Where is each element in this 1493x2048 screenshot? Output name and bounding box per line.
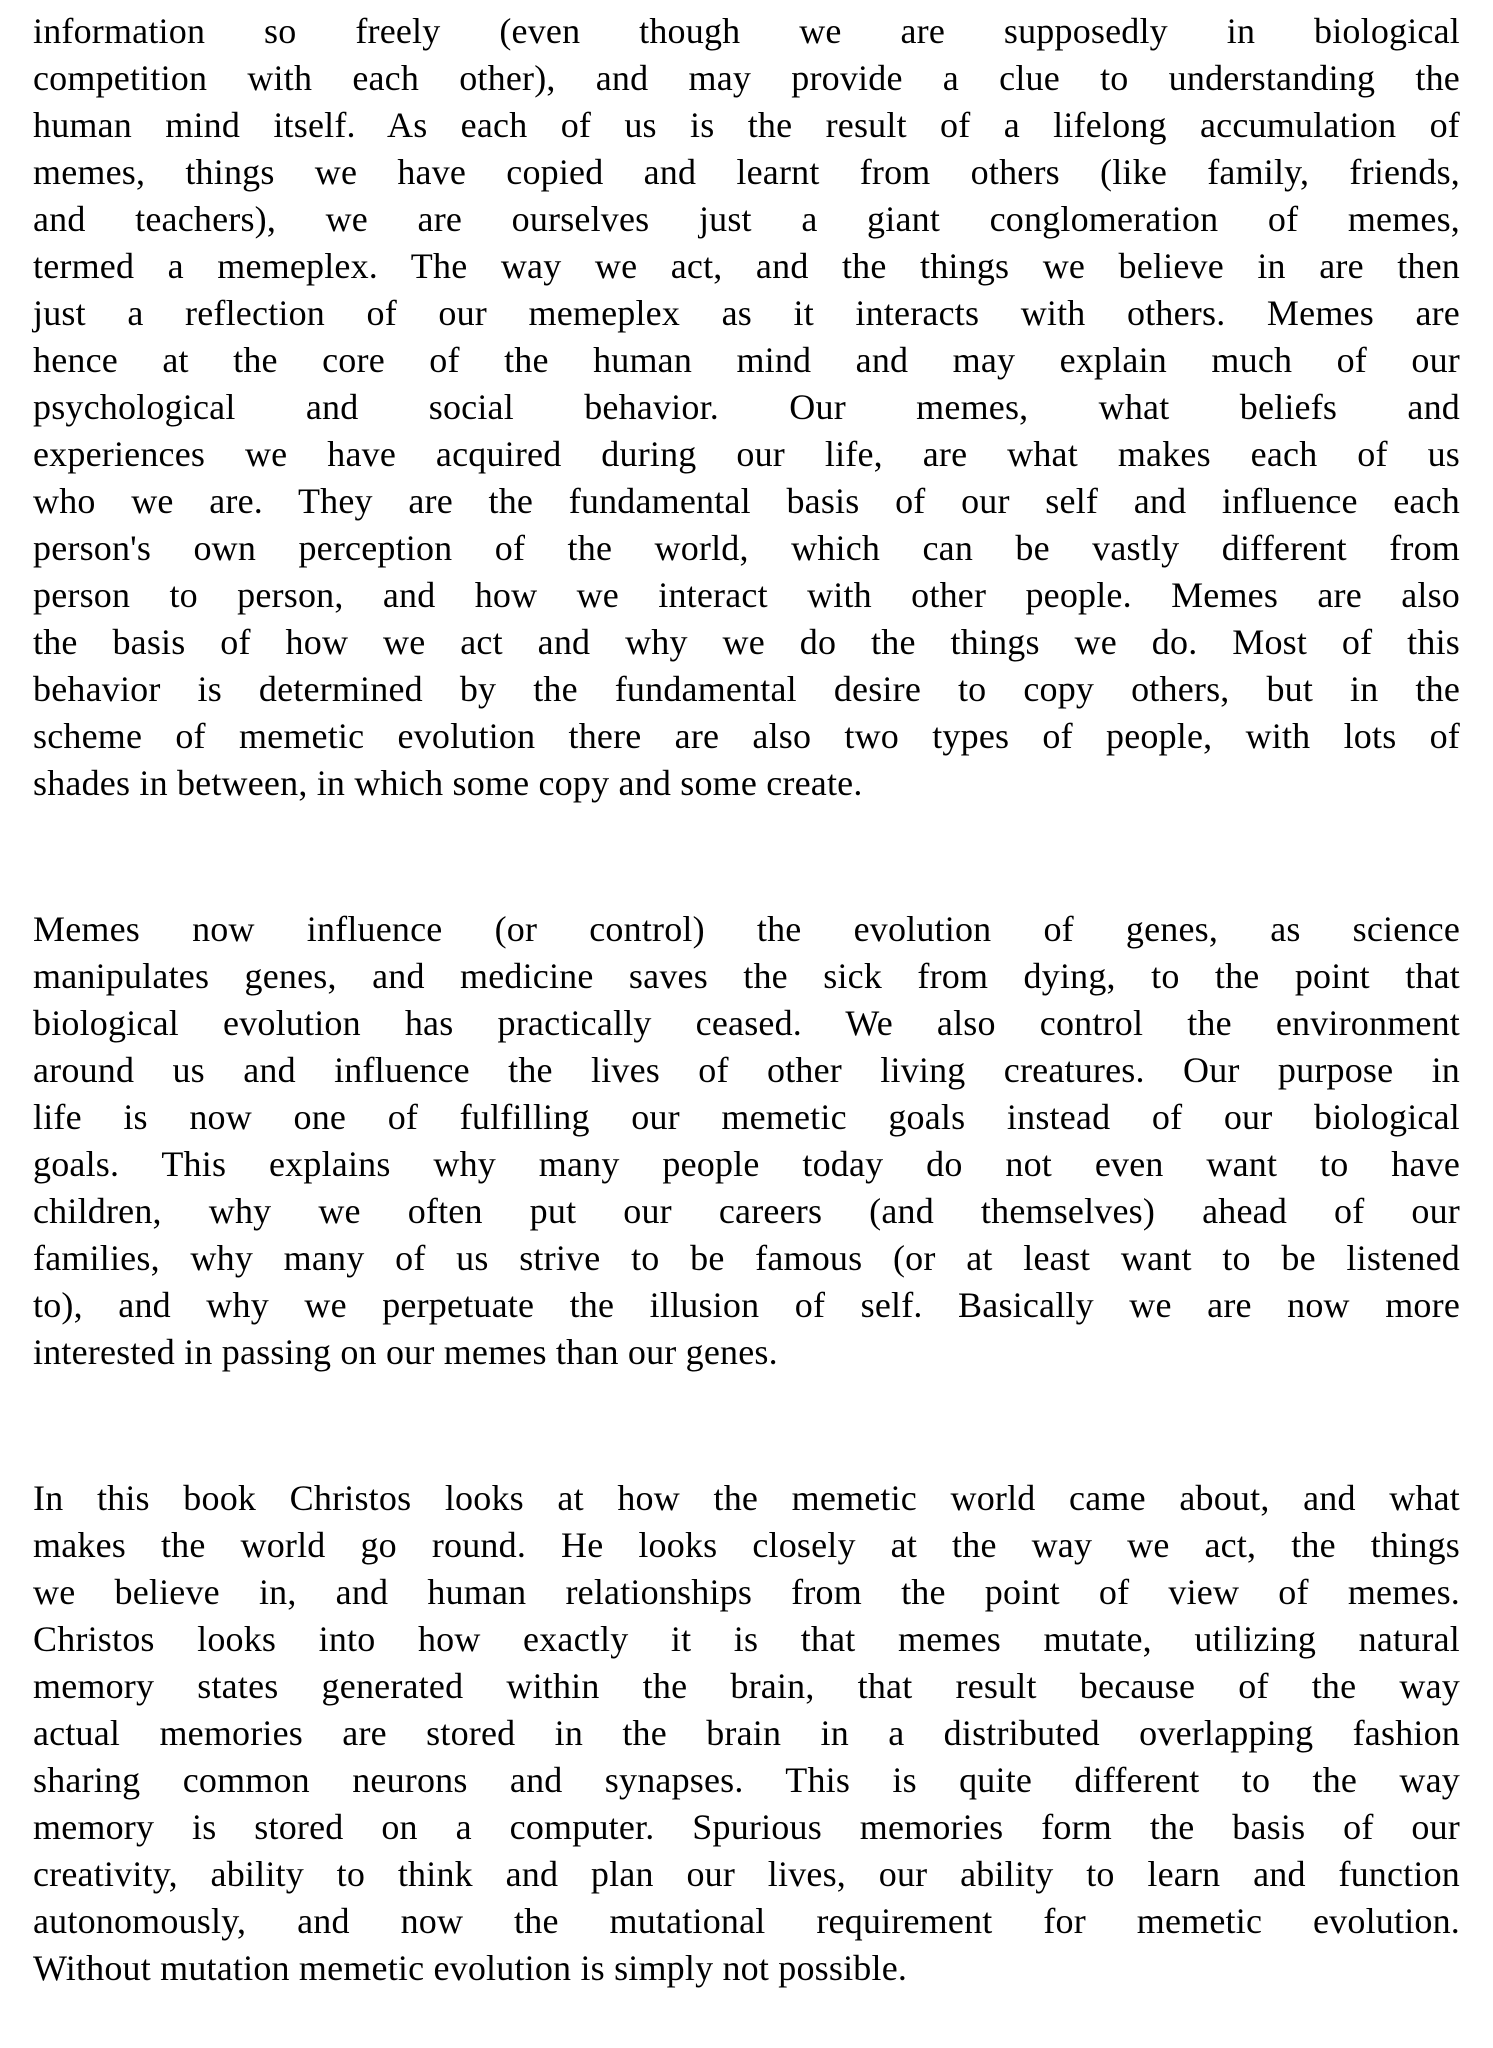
paragraph-1	[33, 8, 1460, 807]
text-line: creativity, ability to think and plan our lives, our ability to learn and function	[33, 1854, 1460, 1894]
text-line: makes the world go round. He looks closely at the way we act, the things	[33, 1525, 1460, 1565]
text-line: around us and influence the lives of other living creatures. Our purpose in	[33, 1050, 1460, 1090]
text-line: human mind itself. As each of us is the result of a lifelong accumulation of	[33, 105, 1460, 145]
text-line: psychological and social behavior. Our memes, what beliefs and	[33, 387, 1460, 427]
text-line: we believe in, and human relationships from the point of view of memes.	[33, 1572, 1460, 1612]
text-line: interested in passing on our memes than our genes.	[33, 1332, 778, 1372]
text-line: goals. This explains why many people today do not even want to have	[33, 1144, 1460, 1184]
text-column	[33, 8, 1460, 1992]
text-line: just a reflection of our memeplex as it interacts with others. Memes are	[33, 293, 1460, 333]
text-line: and teachers), we are ourselves just a giant conglomeration of memes,	[33, 199, 1460, 239]
text-line: termed a memeplex. The way we act, and the things we believe in are then	[33, 246, 1460, 286]
text-line: autonomously, and now the mutational requirement for memetic evolution.	[33, 1901, 1460, 1941]
text-line: to), and why we perpetuate the illusion of self. Basically we are now more	[33, 1285, 1460, 1325]
text-line: actual memories are stored in the brain in a distributed overlapping fashion	[33, 1713, 1460, 1753]
text-line: the basis of how we act and why we do the things we do. Most of this	[33, 622, 1460, 662]
text-line: Christos looks into how exactly it is that memes mutate, utilizing natural	[33, 1619, 1460, 1659]
text-line: information so freely (even though we are supposedly in biological	[33, 11, 1460, 51]
paragraph-2	[33, 906, 1460, 1376]
text-line: children, why we often put our careers (and themselves) ahead of our	[33, 1191, 1460, 1231]
text-line: experiences we have acquired during our life, are what makes each of us	[33, 434, 1460, 474]
paragraph-3	[33, 1475, 1460, 1992]
text-line: In this book Christos looks at how the memetic world came about, and what	[33, 1478, 1460, 1518]
text-line: sharing common neurons and synapses. This is quite different to the way	[33, 1760, 1460, 1800]
text-line: memes, things we have copied and learnt from others (like family, friends,	[33, 152, 1460, 192]
text-line: Without mutation memetic evolution is simply not possible.	[33, 1948, 908, 1988]
text-line: scheme of memetic evolution there are also two types of people, with lots of	[33, 716, 1460, 756]
text-line: manipulates genes, and medicine saves the sick from dying, to the point that	[33, 956, 1460, 996]
text-line: person to person, and how we interact with other people. Memes are also	[33, 575, 1460, 615]
text-line: behavior is determined by the fundamental desire to copy others, but in the	[33, 669, 1460, 709]
text-line: competition with each other), and may provide a clue to understanding the	[33, 58, 1460, 98]
text-line: person's own perception of the world, which can be vastly different from	[33, 528, 1460, 568]
text-line: memory is stored on a computer. Spurious memories form the basis of our	[33, 1807, 1460, 1847]
text-line: who we are. They are the fundamental basis of our self and influence each	[33, 481, 1460, 521]
text-line: families, why many of us strive to be famous (or at least want to be listened	[33, 1238, 1460, 1278]
text-line: shades in between, in which some copy and some create.	[33, 763, 863, 803]
text-line: Memes now influence (or control) the evolution of genes, as science	[33, 909, 1460, 949]
text-line: biological evolution has practically ceased. We also control the environment	[33, 1003, 1460, 1043]
text-line: memory states generated within the brain, that result because of the way	[33, 1666, 1460, 1706]
text-line: life is now one of fulfilling our memetic goals instead of our biological	[33, 1097, 1460, 1137]
text-line: hence at the core of the human mind and may explain much of our	[33, 340, 1460, 380]
